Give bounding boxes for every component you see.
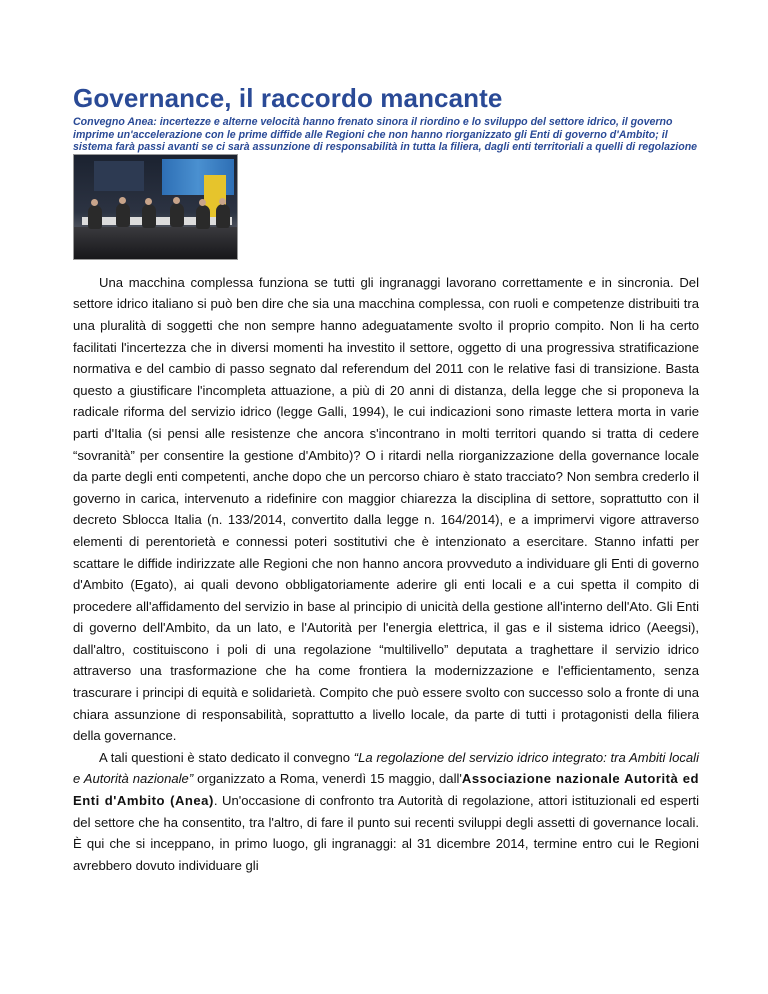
paragraph-1: Una macchina complessa funziona se tutti gli ingranaggi lavorano correttamente e in sincronia. Del settore idrico italiano si può ben dire che sia una macchina complessa, con ruoli e competenze distribuiti tra una pluralità di soggetti che non sempre hanno adeguatamente svolto il proprio compito. Non li ha certo facilitati l'incertezza che in diversi momenti ha investito il settore, oggetto di una progressiva stratificazione normativa e del cambio di passo segnato dal referendum del 2011 con le relative fasi di transizione. Basta questo a giustificare l'incompleta attuazione, a più di 20 anni di distanza, della legge che si proponeva la radicale riforma del servizio idrico (legge Galli, 1994), le cui indicazioni sono rimaste lettera morta in varie parti d'Italia (si pensi alle resistenze che ancora s'incontrano in molti territori quando si tratta di cedere “sovranità” per consentire la gestione d'Ambito)? O i ritardi nella riorganizzazione della governance locale da parte degli enti competenti, anche dopo che un percorso chiaro è stato tracciato? Non sembra crederlo il governo in carica, intervenuto a ridefinire con maggior chiarezza la disciplina di settore, soprattutto con il decreto Sblocca Italia (n. 133/2014, convertito dalla legge n. 164/2014), e a imprimervi vigore attraverso elementi di perentorietà e connessi poteri sostitutivi che è intenzionato a esercitare. Stanno infatti per scattare le diffide indirizzate alle Regioni che non hanno ancora provveduto a individuare gli Enti di governo d'Ambito (Egato), ai quali devono obbligatoriamente aderire gli enti locali e a cui spetta il compito di procedere all'affidamento del servizio in base al principio di unicità della gestione all'interno dell'Ato. Gli Enti di governo dell'Ambito, da un lato, e l'Autorità per l'energia elettrica, il gas e il sistema idrico (Aeegsi), dall'altro, costituiscono i poli di una regolazione “multilivello” deputata a traghettare il servizio idrico attraverso una trasformazione che ha come frontiera la modernizzazione e l'efficientamento, senza trascurare i principi di equità e solidarietà. Compito che può essere svolto con successo solo a fronte di una chiara assunzione di responsabilità, soprattutto a livello locale, da parte di tutti i protagonisti della filiera della governance. <box>73 274 699 744</box>
article <box>73 0 699 876</box>
article-subtitle: Convegno Anea: incertezze e alterne velocità hanno frenato sinora il riordino e lo sviluppo del settore idrico, il governo imprime un'accelerazione con le prime diffide alle Regioni che non hanno riorganizzato gli Enti di governo d'Ambito; il sistema farà passi avanti se ci sarà assunzione di responsabilità in tutta la filiera, dagli enti territoriali a quelli di regolazione <box>73 116 698 154</box>
paragraph-2: A tali questioni è stato dedicato il convegno “La regolazione del servizio idrico integrato: tra Ambiti locali e Autorità nazionale” organizzato a Roma, venerdì 15 maggio, dall'Associazione nazionale Autorità ed Enti d'Ambito (Anea). Un'occasione di confronto tra Autorità di regolazione, attori istituzionali ed esperti del settore che ha consentito, tra l'altro, di fare il punto sui recenti sviluppi degli assetti di governance locali. È qui che si inceppano, in primo luogo, gli ingranaggi: al 31 dicembre 2014, termine entro cui le Regioni avrebbero dovuto individuare gli <box>73 749 699 873</box>
association-name: Associazione nazionale Autorità ed Enti d'Ambito (Anea) <box>73 771 699 809</box>
article-body <box>73 272 699 877</box>
conference-photo <box>73 154 238 260</box>
conference-title: “La regolazione del servizio idrico integrato: tra Ambiti locali e Autorità nazionale” <box>73 749 699 787</box>
article-title: Governance, il raccordo mancante <box>73 83 503 113</box>
